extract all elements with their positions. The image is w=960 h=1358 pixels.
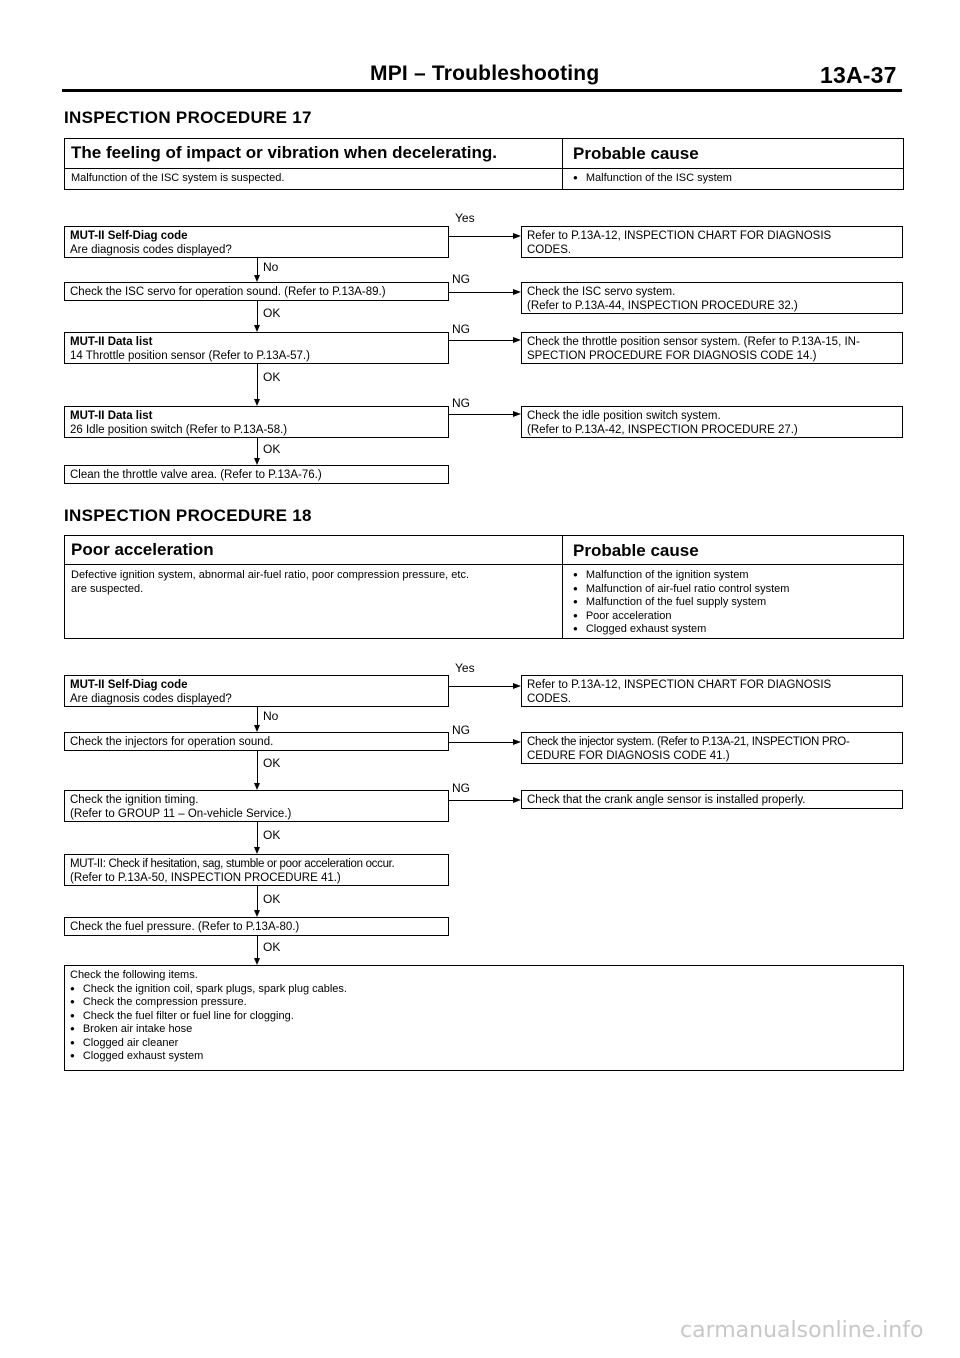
proc18-down-arrow-4 <box>254 910 260 917</box>
proc17-down-arrow-2 <box>254 325 260 332</box>
proc17-title: INSPECTION PROCEDURE 17 <box>64 108 312 127</box>
proc17-step-1-text: Are diagnosis codes displayed? <box>70 244 232 256</box>
proc18-branch-line-1 <box>449 686 513 687</box>
proc18-final-item: ● Clogged exhaust system <box>70 1050 898 1064</box>
proc17-result-4-line2: (Refer to P.13A-42, INSPECTION PROCEDURE 27.) <box>527 424 798 436</box>
proc17-branch-arrow-1 <box>513 233 521 239</box>
proc17-down-label-1: No <box>263 260 279 274</box>
proc17-cause-item: ● Malfunction of the ISC system <box>573 172 732 186</box>
proc18-cause-item: ● Clogged exhaust system <box>573 623 789 637</box>
proc18-step-5 <box>64 917 449 936</box>
proc18-step-3 <box>64 790 449 822</box>
proc18-branch-line-2 <box>449 742 513 743</box>
proc17-result-4 <box>521 406 903 438</box>
proc17-down-line-4 <box>257 438 258 458</box>
proc18-branch-label-1: Yes <box>455 661 475 675</box>
proc18-final-intro: Check the following items. <box>70 969 198 981</box>
proc17-step-4-bold: MUT-II Data list <box>70 410 153 422</box>
proc17-branch-arrow-4 <box>513 411 521 417</box>
proc18-table-divider <box>562 536 563 638</box>
header-rule <box>62 89 902 92</box>
proc18-down-label-1: No <box>263 709 279 723</box>
proc17-result-2-line2: (Refer to P.13A-44, INSPECTION PROCEDURE 32.) <box>527 300 798 312</box>
proc17-step-3-text: 14 Throttle position sensor (Refer to P.13A-57.) <box>70 350 310 362</box>
proc18-cause-list <box>573 569 789 637</box>
proc17-down-label-4: OK <box>263 442 281 456</box>
proc18-cause-item: ● Malfunction of the fuel supply system <box>573 596 789 610</box>
proc17-step-1-bold: MUT-II Self-Diag code <box>70 230 188 242</box>
proc17-result-1-line2: CODES. <box>527 244 572 256</box>
proc18-step-2 <box>64 732 449 751</box>
proc18-down-arrow-5 <box>254 958 260 965</box>
proc17-branch-arrow-3 <box>513 337 521 343</box>
proc18-down-line-4 <box>257 886 258 910</box>
proc18-down-label-5: OK <box>263 940 281 954</box>
proc17-branch-line-3 <box>449 340 513 341</box>
proc18-result-1-line2: CODES. <box>527 693 572 705</box>
proc18-down-label-2: OK <box>263 756 281 770</box>
proc17-step-2 <box>64 282 449 301</box>
proc18-step-1-text: Are diagnosis codes displayed? <box>70 693 232 705</box>
footer-watermark: carmanualsonline.info <box>680 1318 924 1343</box>
proc18-down-arrow-3 <box>254 847 260 854</box>
proc18-step-3-text: Check the ignition timing. <box>70 794 199 806</box>
proc18-result-2-line2: CEDURE FOR DIAGNOSIS CODE 41.) <box>527 750 730 762</box>
proc18-branch-arrow-1 <box>513 683 521 689</box>
proc18-final-item: ● Check the ignition coil, spark plugs, spark plug cables. <box>70 983 898 997</box>
proc18-branch-line-3 <box>449 800 513 801</box>
proc18-result-1 <box>521 675 903 707</box>
proc17-down-line-2 <box>257 301 258 325</box>
proc18-result-3-line1: Check that the crank angle sensor is installed properly. <box>527 794 806 806</box>
proc17-result-4-line1: Check the idle position switch system. <box>527 410 721 422</box>
proc17-down-label-3: OK <box>263 370 281 384</box>
proc17-symptom-table <box>64 138 904 190</box>
proc18-down-line-3 <box>257 822 258 847</box>
proc17-branch-line-2 <box>449 292 513 293</box>
proc17-result-1-line1: Refer to P.13A-12, INSPECTION CHART FOR DIAGNOSIS <box>527 230 832 242</box>
proc18-down-arrow-2 <box>254 783 260 790</box>
proc18-title: INSPECTION PROCEDURE 18 <box>64 506 312 525</box>
proc18-symptom-text <box>71 569 469 596</box>
proc17-cause-header: Probable cause <box>573 144 699 163</box>
proc18-symptom-line-2: are suspected. <box>71 582 144 595</box>
proc18-down-line-1 <box>257 707 258 725</box>
proc18-step-4-text: MUT-II: Check if hesitation, sag, stumble or poor acceleration occur. <box>70 858 395 870</box>
proc18-final-item: ● Broken air intake hose <box>70 1023 898 1037</box>
proc17-down-arrow-1 <box>254 275 260 282</box>
proc17-result-2 <box>521 282 903 314</box>
proc17-down-arrow-3 <box>254 399 260 406</box>
proc18-result-2 <box>521 732 903 764</box>
proc17-down-arrow-4 <box>254 458 260 465</box>
proc18-branch-arrow-2 <box>513 739 521 745</box>
proc17-result-3 <box>521 332 903 364</box>
proc18-step-5-text: Check the fuel pressure. (Refer to P.13A-80.) <box>70 921 300 933</box>
proc17-step-5 <box>64 465 449 484</box>
proc17-down-line-3 <box>257 364 258 399</box>
proc17-table-divider <box>562 139 563 189</box>
proc17-branch-label-4: NG <box>452 396 470 410</box>
proc18-cause-header: Probable cause <box>573 541 699 560</box>
proc17-result-3-line1: Check the throttle position sensor system. (Refer to P.13A-15, IN- <box>527 336 860 348</box>
proc18-down-line-2 <box>257 751 258 783</box>
proc18-step-2-text: Check the injectors for operation sound. <box>70 736 274 748</box>
proc18-final-item: ● Check the fuel filter or fuel line for clogging. <box>70 1010 898 1024</box>
proc18-symptom-header: Poor acceleration <box>71 540 214 559</box>
proc17-down-label-2: OK <box>263 306 281 320</box>
proc18-branch-arrow-3 <box>513 797 521 803</box>
proc18-final-list <box>70 983 898 1064</box>
proc17-step-3 <box>64 332 449 364</box>
proc18-cause-item: ● Malfunction of the ignition system <box>573 569 789 583</box>
proc18-result-2-line1: Check the injector system. (Refer to P.13A-21, INSPECTION PRO- <box>527 736 850 748</box>
proc17-result-2-line1: Check the ISC servo system. <box>527 286 676 298</box>
proc17-step-4-text: 26 Idle position switch (Refer to P.13A-58.) <box>70 424 288 436</box>
proc17-branch-label-3: NG <box>452 322 470 336</box>
proc17-cause-list <box>573 172 732 186</box>
proc17-branch-line-4 <box>449 414 513 415</box>
proc17-step-1 <box>64 226 449 258</box>
proc18-step-1-bold: MUT-II Self-Diag code <box>70 679 188 691</box>
proc18-cause-item: ● Malfunction of air-fuel ratio control system <box>573 583 789 597</box>
proc18-down-label-3: OK <box>263 828 281 842</box>
proc17-step-2-text: Check the ISC servo for operation sound. (Refer to P.13A-89.) <box>70 286 386 298</box>
proc18-down-label-4: OK <box>263 892 281 906</box>
proc18-result-1-line1: Refer to P.13A-12, INSPECTION CHART FOR DIAGNOSIS <box>527 679 832 691</box>
proc18-step-4-text2: (Refer to P.13A-50, INSPECTION PROCEDURE 41.) <box>70 872 341 884</box>
proc18-down-line-5 <box>257 936 258 958</box>
proc18-down-arrow-1 <box>254 725 260 732</box>
proc17-step-4 <box>64 406 449 438</box>
proc18-cause-item: ● Poor acceleration <box>573 610 789 624</box>
proc18-branch-label-3: NG <box>452 781 470 795</box>
proc17-down-line-1 <box>257 258 258 275</box>
proc17-step-5-text: Clean the throttle valve area. (Refer to P.13A-76.) <box>70 469 322 481</box>
proc18-symptom-line-1: Defective ignition system, abnormal air-fuel ratio, poor compression pressure, etc. <box>71 569 470 581</box>
proc17-symptom-text: Malfunction of the ISC system is suspected. <box>71 172 285 184</box>
proc17-branch-label-1: Yes <box>455 211 475 225</box>
proc18-step-4 <box>64 854 449 886</box>
proc17-result-1 <box>521 226 903 258</box>
proc18-final-item: ● Clogged air cleaner <box>70 1037 898 1051</box>
proc17-step-3-bold: MUT-II Data list <box>70 336 153 348</box>
proc17-branch-arrow-2 <box>513 289 521 295</box>
proc17-branch-line-1 <box>449 236 513 237</box>
header-section-title: MPI – Troubleshooting <box>370 62 600 85</box>
proc18-symptom-table <box>64 535 904 639</box>
proc18-step-1 <box>64 675 449 707</box>
proc18-final-box <box>64 965 904 1071</box>
proc17-branch-label-2: NG <box>452 272 470 286</box>
proc17-symptom-header: The feeling of impact or vibration when decelerating. <box>71 143 498 162</box>
proc18-branch-label-2: NG <box>452 723 470 737</box>
proc17-result-3-line2: SPECTION PROCEDURE FOR DIAGNOSIS CODE 14.) <box>527 350 817 362</box>
proc18-final-item: ● Check the compression pressure. <box>70 996 898 1010</box>
proc18-result-3 <box>521 790 903 809</box>
proc18-step-3-text2: (Refer to GROUP 11 – On-vehicle Service.) <box>70 808 292 820</box>
header-page-number: 13A-37 <box>820 62 897 88</box>
